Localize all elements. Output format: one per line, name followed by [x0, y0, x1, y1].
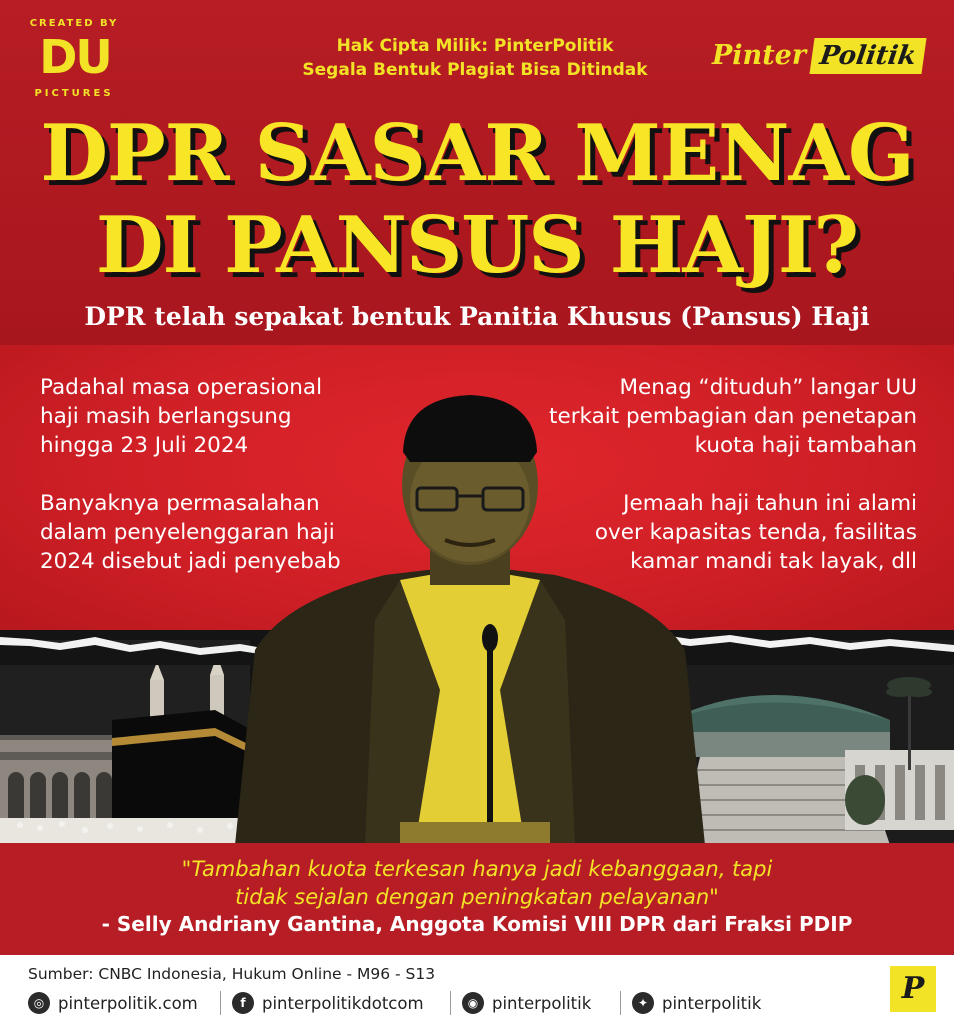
social-label: pinterpolitik [492, 993, 592, 1013]
point-line: Jemaah haji tahun ini alami [623, 491, 917, 516]
point-line: 2024 disebut jadi penyebab [40, 549, 341, 574]
pinterpolitik-badge: P [890, 966, 936, 1012]
point-line: hingga 23 Juli 2024 [40, 433, 249, 458]
twitter-icon: ✦ [632, 992, 654, 1014]
point-right-bottom [520, 489, 917, 576]
copyright-notice [280, 34, 670, 82]
divider [450, 991, 451, 1015]
social-twitter[interactable] [632, 990, 761, 1016]
social-label: pinterpolitik [662, 993, 762, 1013]
subtitle: DPR telah sepakat bentuk Panitia Khusus (Pansus) Haji [84, 302, 870, 331]
point-line: haji masih berlangsung [40, 404, 292, 429]
point-line: kuota haji tambahan [694, 433, 917, 458]
point-left-top [40, 373, 400, 460]
headline [0, 108, 954, 292]
divider [220, 991, 221, 1015]
du-pictures-logo [28, 18, 120, 100]
divider [620, 991, 621, 1015]
source-text: Sumber: CNBC Indonesia, Hukum Online - M96 - S13 [28, 965, 436, 983]
headline-line-1: DPR SASAR MENAG [40, 108, 914, 199]
copyright-line-2: Segala Bentuk Plagiat Bisa Ditindak [302, 60, 648, 80]
point-line: terkait pembagian dan penetapan [549, 404, 917, 429]
social-instagram[interactable] [462, 990, 591, 1016]
instagram-icon: ◉ [462, 992, 484, 1014]
point-left-bottom [40, 489, 400, 576]
facebook-icon: f [232, 992, 254, 1014]
point-right-top [520, 373, 917, 460]
point-line: dalam penyelenggaran haji [40, 520, 335, 545]
logo-pinter: Pinter [712, 40, 807, 71]
social-website[interactable] [28, 990, 198, 1016]
creator-mark: DU [39, 30, 111, 84]
creator-sub: PICTURES [34, 88, 114, 99]
logo-politik: Politik [809, 38, 926, 74]
quote-speaker: - Selly Andriany Gantina, Anggota Komisi VIII DPR dari Fraksi PDIP [101, 912, 853, 936]
point-line: Menag “dituduh” langar UU [619, 375, 917, 400]
pinterpolitik-logo [712, 38, 917, 78]
social-label: pinterpolitik.com [58, 993, 198, 1013]
headline-line-2: DI PANSUS HAJI? [95, 200, 859, 291]
quote-line-2: tidak sejalan dengan peningkatan pelayanan" [235, 885, 719, 909]
point-line: kamar mandi tak layak, dll [630, 549, 917, 574]
social-facebook[interactable] [232, 990, 424, 1016]
quote-line-1: "Tambahan kuota terkesan hanya jadi kebanggaan, tapi [181, 857, 773, 881]
quote-text [0, 855, 954, 911]
kaaba-photo [0, 640, 250, 845]
social-label: pinterpolitikdotcom [262, 993, 424, 1013]
point-line: over kapasitas tenda, fasilitas [594, 520, 917, 545]
globe-icon: ◎ [28, 992, 50, 1014]
point-line: Banyaknya permasalahan [40, 491, 320, 516]
copyright-line-1: Hak Cipta Milik: PinterPolitik [336, 36, 614, 56]
creator-label: CREATED BY [29, 18, 119, 29]
point-line: Padahal masa operasional [40, 375, 323, 400]
